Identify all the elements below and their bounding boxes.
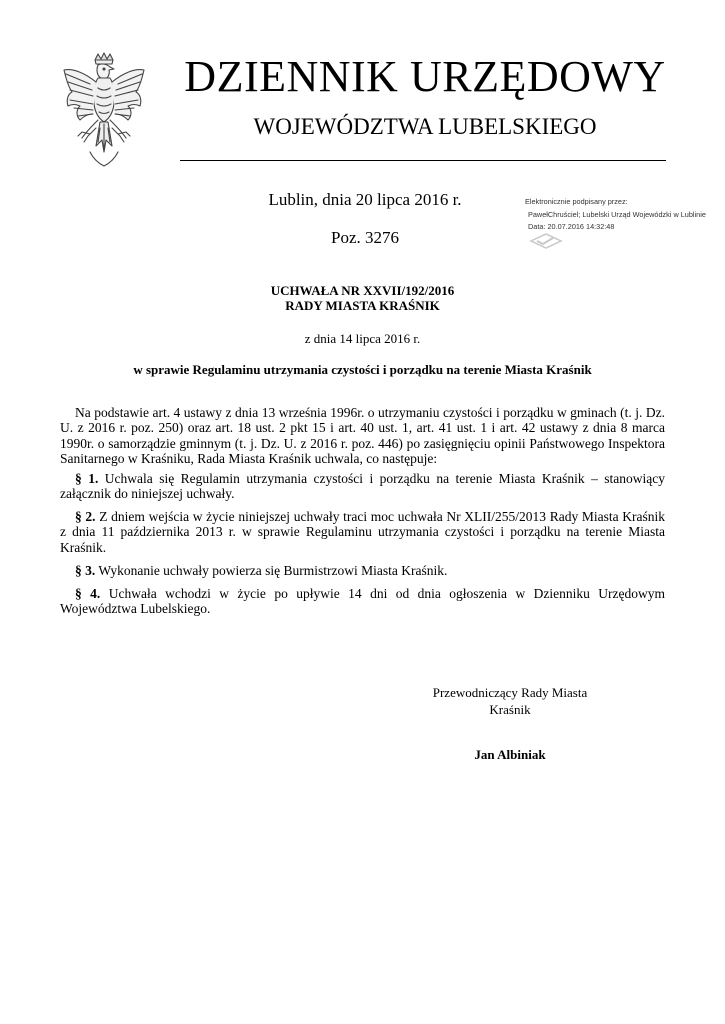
resolution-issuing-body: RADY MIASTA KRAŚNIK	[285, 298, 440, 313]
resolution-body	[60, 405, 665, 624]
paragraph-text: Z dniem wejścia w życie niniejszej uchwały traci moc uchwała Nr XLII/255/2013 Rady Miasta Kraśnik z dnia 11 października 2013 r. w sprawie Regulaminu utrzymania czystości i porządku na terenie Miasta Kraśnik.	[60, 508, 666, 555]
paragraph-number: § 1.	[75, 470, 99, 486]
paragraph-text: Wykonanie uchwały powierza się Burmistrzowi Miasta Kraśnik.	[98, 562, 448, 578]
resolution-title	[60, 283, 665, 313]
signature-heading: Elektronicznie podpisany przez:	[525, 197, 628, 206]
masthead-title: DZIENNIK URZĘDOWY	[184, 52, 666, 101]
paragraph-1	[60, 471, 665, 502]
signature-check-icon	[529, 233, 563, 249]
paragraph-text: Uchwala się Regulamin utrzymania czystości i porządku na terenie Miasta Kraśnik – stanowiący załącznik do niniejszej uchwały.	[60, 470, 665, 502]
signature-signer: PawełChruściel; Lubelski Urząd Wojewódzki w Lublinie	[528, 209, 706, 219]
electronic-signature-block	[525, 196, 725, 256]
paragraph-number: § 3.	[75, 562, 96, 578]
paragraph-4	[60, 586, 665, 617]
masthead-subtitle: WOJEWÓDZTWA LUBELSKIEGO	[253, 114, 597, 139]
signatory-role-line-2: Kraśnik	[489, 702, 531, 717]
polish-eagle-emblem-icon	[60, 52, 148, 170]
paragraph-number: § 4.	[75, 585, 101, 601]
signatory-role-line-1: Przewodniczący Rady Miasta	[432, 685, 588, 700]
resolution-number: UCHWAŁA NR XXVII/192/2016	[270, 283, 455, 298]
signatory-role	[395, 684, 625, 718]
paragraph-3	[60, 563, 665, 578]
preamble-paragraph: Na podstawie art. 4 ustawy z dnia 13 września 1996r. o utrzymaniu czystości i porządku w gminach (t. j. Dz. U. z 2016 r. poz. 250) oraz art. 18 ust. 2 pkt 15 i art. 40 ust. 1, art. 41 ust. 1 i art. 42 ustawy z dnia 8 marca 1990r. o samorządzie gminnym (t. j. Dz. U. z 2016 r. poz. 446) po zasięgnięciu opinii Państwowego Inspektora Sanitarnego w Kraśniku, Rada Miasta Kraśnik uchwala, co następuje:	[60, 405, 665, 467]
publication-place-date: Lublin, dnia 20 lipca 2016 r.	[268, 190, 462, 209]
resolution-subject: w sprawie Regulaminu utrzymania czystości i porządku na terenie Miasta Kraśnik	[133, 362, 592, 377]
masthead-divider	[180, 160, 666, 161]
signatory-name: Jan Albiniak	[474, 747, 546, 762]
paragraph-2	[60, 509, 665, 555]
paragraph-text: Uchwała wchodzi w życie po upływie 14 dni od dnia ogłoszenia w Dzienniku Urzędowym Województwa Lubelskiego.	[60, 585, 665, 616]
signature-date: Data: 20.07.2016 14:32:48	[528, 222, 615, 231]
paragraph-number: § 2.	[75, 508, 96, 524]
publication-position: Poz. 3276	[331, 228, 399, 247]
resolution-date: z dnia 14 lipca 2016 r.	[304, 331, 421, 346]
